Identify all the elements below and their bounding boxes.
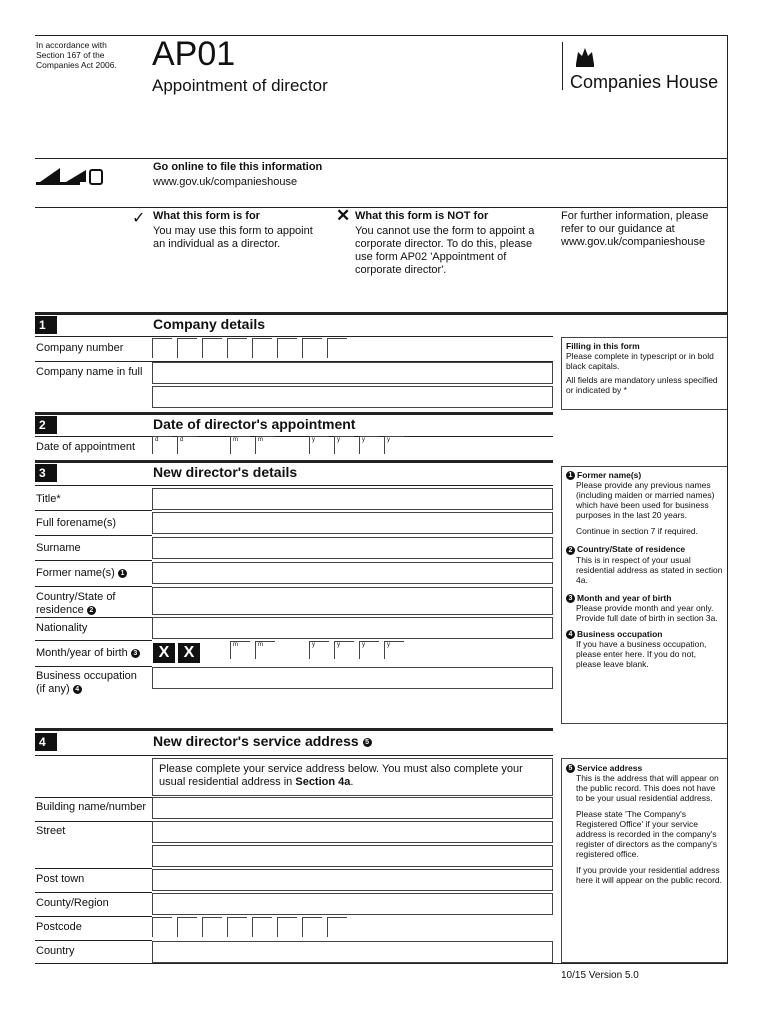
org-name: Companies House: [570, 72, 719, 92]
section-2-number: 2: [35, 416, 57, 434]
company-number-label: Company number: [36, 342, 124, 354]
street-field-2[interactable]: [152, 845, 553, 867]
company-name-label: Company name in full: [36, 366, 143, 378]
country-residence-label: Country/State of residence: [36, 591, 116, 616]
town-field[interactable]: [152, 869, 553, 891]
note-5-title: Service address: [577, 763, 643, 773]
check-icon: ✓: [132, 210, 146, 227]
section-3-number: 3: [35, 464, 57, 482]
country-field[interactable]: [152, 941, 553, 963]
country-label: Country: [36, 945, 75, 957]
street-label: Street: [36, 825, 66, 837]
filling-note-text2: All fields are mandatory unless specified or indicated by *: [566, 375, 718, 395]
version-label: 10/15 Version 5.0: [561, 970, 639, 981]
surname-label: Surname: [36, 542, 81, 554]
crest-icon: [572, 44, 598, 68]
online-url[interactable]: www.gov.uk/companieshouse: [153, 176, 298, 188]
for-title: What this form is for: [153, 210, 260, 222]
appointment-date-label: Date of appointment: [36, 441, 136, 453]
forenames-label: Full forename(s): [36, 517, 117, 529]
country-residence-field[interactable]: [152, 587, 553, 615]
forenames-field[interactable]: [152, 512, 553, 534]
not-text: You cannot use the form to appoint a corporate director. To do this, please use form AP02 'Appointment of corporate director'.: [355, 225, 535, 276]
note-1-text: Please provide any previous names (including maiden or married names) which have been used for business purposes in the last 20 years.: [576, 480, 715, 521]
note-4-marker: 4: [73, 685, 82, 694]
form-code: AP01: [152, 35, 236, 73]
county-label: County/Region: [36, 897, 109, 909]
section-4-number: 4: [35, 733, 57, 751]
section-3-title: New director's details: [153, 464, 298, 480]
not-title: What this form is NOT for: [355, 210, 489, 222]
note-2-marker: 2: [87, 606, 96, 615]
online-filing-icon: [36, 164, 106, 188]
dob-day-mask: X: [153, 643, 175, 663]
street-field[interactable]: [152, 821, 553, 843]
section-1-number: 1: [35, 316, 57, 334]
note-3-text: Please provide month and year only. Provide full date of birth in section 3a.: [576, 602, 718, 623]
building-field[interactable]: [152, 797, 553, 819]
note-5-marker: 5: [363, 738, 372, 747]
note-3-marker: 3: [131, 649, 140, 658]
note-2-title: Country/State of residence: [577, 544, 686, 555]
note-4-title: Business occupation: [577, 628, 663, 639]
nationality-field[interactable]: [152, 617, 553, 639]
dob-label: Month/year of birth: [36, 647, 128, 659]
section-2-title: Date of director's appointment: [153, 416, 356, 432]
former-name-label: Former name(s): [36, 567, 115, 579]
for-text: You may use this form to appoint an individual as a director.: [153, 225, 313, 250]
note-5-text2: Please state 'The Company's Registered Office' if your service address is recorded in the company's register of directors as the company's registered office.: [576, 809, 717, 860]
filling-note: [561, 337, 728, 410]
service-address-note: 5 Service address This is the address that will appear on the public record. This does not have to be your usual residential address. Please state 'The Company's Registered Office' if your service address is recorded in the company's register of directors as the company's registered office. If you provide your residential address here it will appear on the public record.: [561, 758, 728, 963]
note-1-title: Former name(s): [577, 470, 642, 480]
county-field[interactable]: [152, 893, 553, 915]
surname-field[interactable]: [152, 537, 553, 559]
filling-note-title: Filling in this form: [566, 341, 640, 351]
company-name-field-2[interactable]: [152, 386, 553, 408]
occupation-label: Business occupation (if any): [36, 670, 137, 695]
appointment-date-field[interactable]: d d m m y y y y: [152, 436, 412, 458]
note-3-title: Month and year of birth: [577, 592, 672, 603]
note-1-marker: 1: [118, 569, 127, 578]
note-1-text2: Continue in section 7 if required.: [576, 526, 698, 537]
instr-c: .: [350, 776, 354, 788]
former-name-field[interactable]: [152, 562, 553, 584]
building-label: Building name/number: [36, 801, 147, 813]
section-4-title: New director's service address: [153, 733, 359, 749]
company-number-field[interactable]: [152, 338, 352, 360]
note-4-text: If you have a business occupation, please enter here. If you do not, please leave blank.: [576, 639, 707, 669]
nationality-label: Nationality: [36, 622, 88, 634]
section-3-notes: 1 Former name(s) Please provide any previous names (including maiden or married names) which have been used for business purposes in the last 20 years. Continue in section 7 if required. 2 Country/State of residence This is in respect of your usual residential address as stated in section 4a. 3 Month and year of birth Please provide month and year only. Provide full date of birth in section 3a. 4 Business occupation If you have a business occupation, please enter here. If you do not, please leave blank.: [561, 466, 728, 724]
company-name-field[interactable]: [152, 362, 553, 384]
title-label: Title*: [36, 493, 61, 505]
town-label: Post town: [36, 873, 85, 885]
dob-field[interactable]: m m y y y y: [230, 641, 420, 663]
title-field[interactable]: [152, 488, 553, 510]
occupation-field[interactable]: [152, 667, 553, 689]
instr-a: Please complete your service address below. You must also complete your usual residential address in: [159, 763, 523, 788]
dob-day-mask-2: X: [178, 643, 200, 663]
cross-icon: ✕: [336, 206, 351, 225]
note-5-text: This is the address that will appear on the public record. This does not have to be your usual residential address.: [576, 773, 719, 804]
note-2-text: This is in respect of your usual residential address as stated in section 4a.: [576, 554, 723, 585]
postcode-field[interactable]: [152, 917, 352, 939]
section-1-title: Company details: [153, 316, 266, 332]
accordance-text: In accordance with Section 167 of the Companies Act 2006.: [36, 40, 117, 70]
further-info: For further information, please refer to our guidance at www.gov.uk/companieshouse: [561, 210, 709, 248]
instr-b: Section 4a: [295, 776, 351, 788]
filling-note-text: Please complete in typescript or in bold black capitals.: [566, 351, 714, 371]
service-address-instructions: [152, 758, 553, 796]
form-title: Appointment of director: [152, 76, 328, 95]
online-title: Go online to file this information: [153, 161, 323, 173]
note-5-text3: If you provide your residential address here it will appear on the public record.: [576, 865, 722, 886]
postcode-label: Postcode: [36, 921, 82, 933]
